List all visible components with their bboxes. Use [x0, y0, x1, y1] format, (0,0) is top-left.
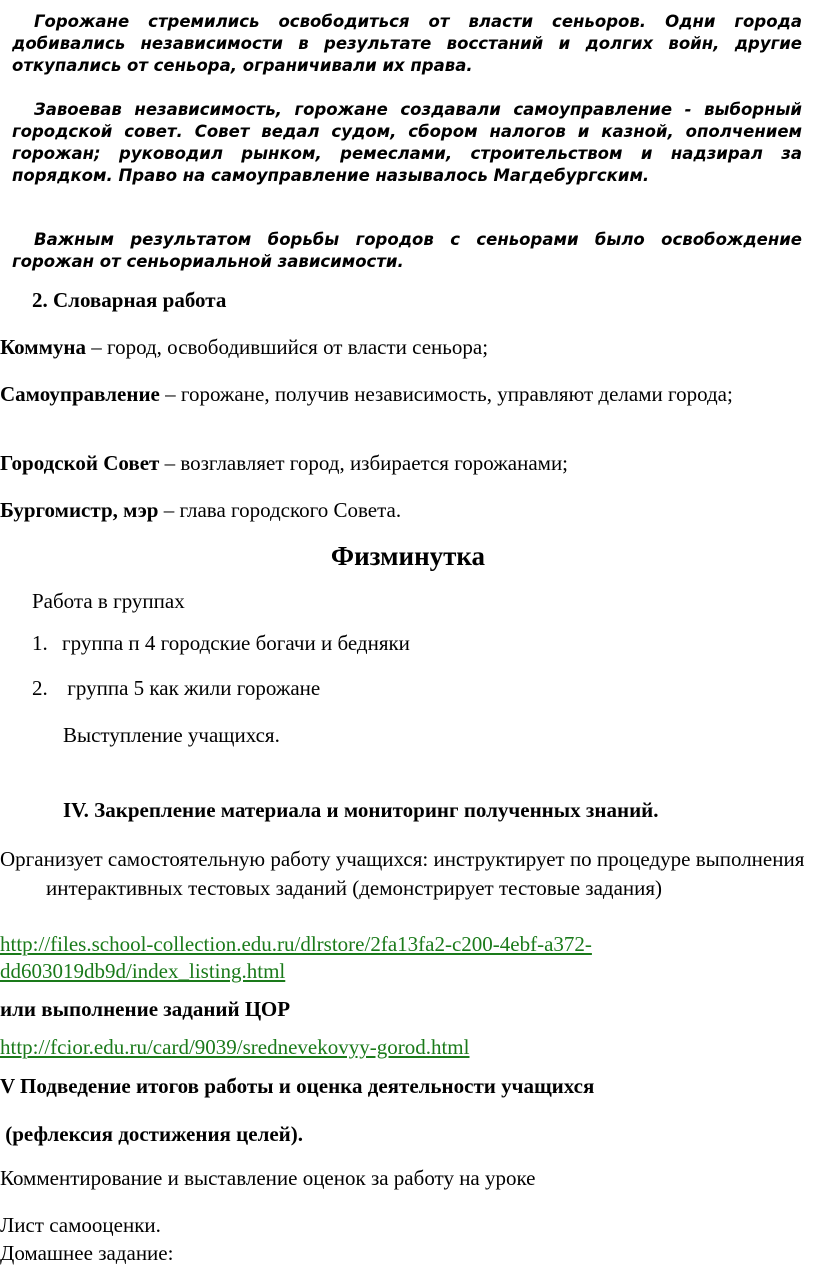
- vocab-heading: 2. Словарная работа: [32, 288, 227, 312]
- definition-kommuna: Коммуна – город, освободившийся от власти сеньора;: [0, 335, 489, 359]
- definition-samoupravlenie: Самоуправление – горожане, получив независимость, управляют делами города;: [0, 382, 733, 406]
- homework-text: Домашнее задание:: [0, 1241, 174, 1265]
- definition-gorodskoy-sovet: Городской Совет – возглавляет город, избирается горожанами;: [0, 451, 569, 475]
- groups-intro: Работа в группах: [32, 589, 185, 613]
- definition-burgomistr: Бургомистр, мэр – глава городского Совета.: [0, 498, 402, 522]
- link-fcior-wrap: [0, 1034, 469, 1060]
- link-fcior[interactable]: http://fcior.edu.ru/card/9039/srednevekovyy-gorod.html: [0, 1035, 470, 1059]
- tsor-text: или выполнение заданий ЦОР: [0, 997, 291, 1021]
- fizminutka-title: Физминутка: [330, 541, 486, 571]
- organize-text: Организует самостоятельную работу учащихся: инструктирует по процедуре выполнения интерактивных тестовых заданий (демонстрирует тестовые задания): [0, 847, 805, 900]
- intro-paragraph-1: Горожане стремились освободиться от власти сеньоров. Одни города добивались независимости в результате восстаний и долгих войн, другие откупались от сеньора, ограничивали их права.: [12, 12, 802, 75]
- speech-text: Выступление учащихся.: [63, 723, 280, 747]
- section-4-heading: IV. Закрепление материала и мониторинг полученных знаний.: [63, 798, 659, 822]
- link-school-collection[interactable]: http://files.school-collection.edu.ru/dlrstore/2fa13fa2-c200-4ebf-a372- dd603019db9d/index_listing.html: [0, 932, 592, 983]
- section-5-heading: V Подведение итогов работы и оценка деятельности учащихся: [0, 1074, 595, 1098]
- group-item-2: 2. группа 5 как жили горожане: [32, 676, 321, 700]
- group-item-1: 1. группа п 4 городские богачи и бедняки: [32, 631, 410, 655]
- self-assessment-text: Лист самооценки.: [0, 1213, 161, 1237]
- reflection-text: (рефлексия достижения целей).: [0, 1122, 304, 1146]
- intro-paragraph-2: Завоевав независимость, горожане создавали самоуправление - выборный городской совет. Совет ведал судом, сбором налогов и казной, ополчением горожан; руководил рынком, ремеслами, строительством и надзирал за порядком. Право на самоуправление называлось Магдебургским.: [12, 100, 802, 185]
- commenting-text: Комментирование и выставление оценок за работу на уроке: [0, 1166, 536, 1190]
- intro-paragraph-3: Важным результатом борьбы городов с сеньорами было освобождение горожан от сеньориальной зависимости.: [12, 230, 802, 271]
- link-school-collection-wrap: [0, 931, 812, 985]
